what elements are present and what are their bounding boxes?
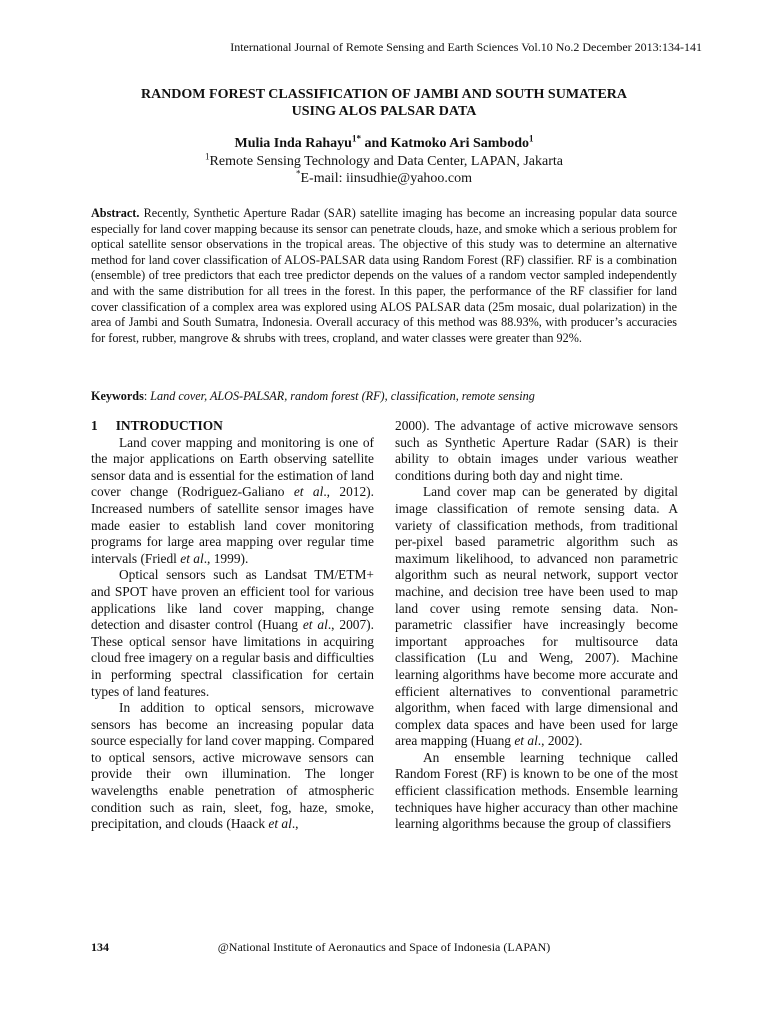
author-1-sup: 1* [351, 133, 361, 144]
title-line-2: USING ALOS PALSAR DATA [291, 104, 477, 119]
section-heading [91, 418, 374, 435]
intro-paragraph-4: 2000). The advantage of active microwave sensors such as Synthetic Aperture Radar (SAR) is their ability to obtain images under various weather conditions during both day and night time. [395, 418, 678, 483]
page-number: 134 [91, 940, 109, 954]
intro-paragraph-5: Land cover map can be generated by digital image classification of remote sensing data. A variety of classification methods, from traditional per-pixel based parametric algorithm such as maximum likelihood, to advanced non parametric algorithm such as neural network, support vector machine, and decision tree have been used to map land cover using remote sensing data. Non-parametric classifier have increasingly become important approaches for multisource data classification (Lu and Weng, 2007). Machine learning algorithms have become more accurate and efficient alternatives to conventional parametric algorithm, when faced with large dimensional and complex data spaces and have been used for large area mapping (Huang et al., 2002). [395, 484, 678, 749]
email-text: E-mail: iinsudhie@yahoo.com [300, 171, 473, 186]
keywords-label: Keywords [91, 389, 144, 403]
intro-paragraph-1: Land cover mapping and monitoring is one of the major applications on Earth observing satellite sensor data and is essential for the estimation of land cover change (Rodriguez-Galiano et al., 2012). Increased numbers of satellite sensor images have made easier to establish land cover monitoring programs for large area mapping over regular time intervals (Friedl et al., 1999). [91, 434, 374, 566]
abstract-text: Recently, Synthetic Aperture Radar (SAR) satellite imaging has become an increasing popular data source especially for land cover mapping because its sensor can penetrate clouds, haze, and smoke which a serious problem for optical satellite sensor observations in the tropical areas. The objective of this study was to determine an alternative method for land cover classification of ALOS-PALSAR data using Random Forest (RF) classifier. RF is a combination (ensemble) of tree predictors that each tree predictor depends on the values of a random vector sampled independently and with the same distribution for all trees in the forest. In this paper, the performance of the RF classifier for land cover classification of a complex area was explored using ALOS PALSAR data (25m mosaic, dual polarization) in the area of Jambi and South Sumatra, Indonesia. Overall accuracy of this method was 88.93%, with producer’s accuracies for forest, rubber, mangrove & shrubs with trees, cropland, and water classes were greater than 92%. [91, 206, 677, 345]
copyright-notice: @National Institute of Aeronautics and Space of Indonesia (LAPAN) [217, 940, 551, 954]
title-line-1: RANDOM FOREST CLASSIFICATION OF JAMBI AND SOUTH SUMATERA [140, 87, 628, 102]
section-number: 1 [91, 418, 98, 433]
right-column [395, 418, 678, 833]
intro-paragraph-3: In addition to optical sensors, microwave sensors has become an increasing popular data source especially for land cover mapping. Compared to optical sensors, active microwave sensors can provide their own illumination. The longer wavelengths enable penetration of atmospheric condition such as rain, sleet, fog, haze, smoke, precipitation, and clouds (Haack et al., [91, 700, 374, 832]
intro-paragraph-6: An ensemble learning technique called Random Forest (RF) is known to be one of the most efficient classification methods. Ensemble learning techniques have higher accuracy than other machine learning algorithms because the group of classifiers [395, 749, 678, 832]
author-1: Mulia Inda Rahayu [234, 136, 352, 151]
keywords-text: Land cover, ALOS-PALSAR, random forest (RF), classification, remote sensing [150, 389, 535, 403]
abstract [91, 206, 677, 346]
affiliation-sup: 1 [205, 151, 210, 162]
affiliation-text: Remote Sensing Technology and Data Center, LAPAN, Jakarta [209, 154, 563, 169]
section-title: INTRODUCTION [115, 418, 223, 433]
author-email [60, 168, 708, 187]
intro-paragraph-2: Optical sensors such as Landsat TM/ETM+ and SPOT have proven an efficient tool for various applications like land cover mapping, change detection and disaster control (Huang et al., 2007). These optical sensor have limitations in acquiring cloud free imagery on a regular basis and difficulties in performing spectral classification for certain types of land features. [91, 567, 374, 699]
running-head: International Journal of Remote Sensing and Earth Sciences Vol.10 No.2 December 2013:134-141 [230, 40, 702, 54]
abstract-label: Abstract. [91, 206, 140, 220]
author-connector: and Katmoko Ari Sambodo [360, 136, 530, 151]
left-column [91, 418, 374, 833]
paper-title [90, 86, 678, 120]
keywords: Keywords: Land cover, ALOS-PALSAR, random forest (RF), classification, remote sensing [91, 389, 535, 403]
affiliation [60, 151, 708, 170]
author-2-sup: 1 [529, 133, 534, 144]
email-sup: * [295, 168, 301, 179]
author-list [60, 133, 708, 152]
